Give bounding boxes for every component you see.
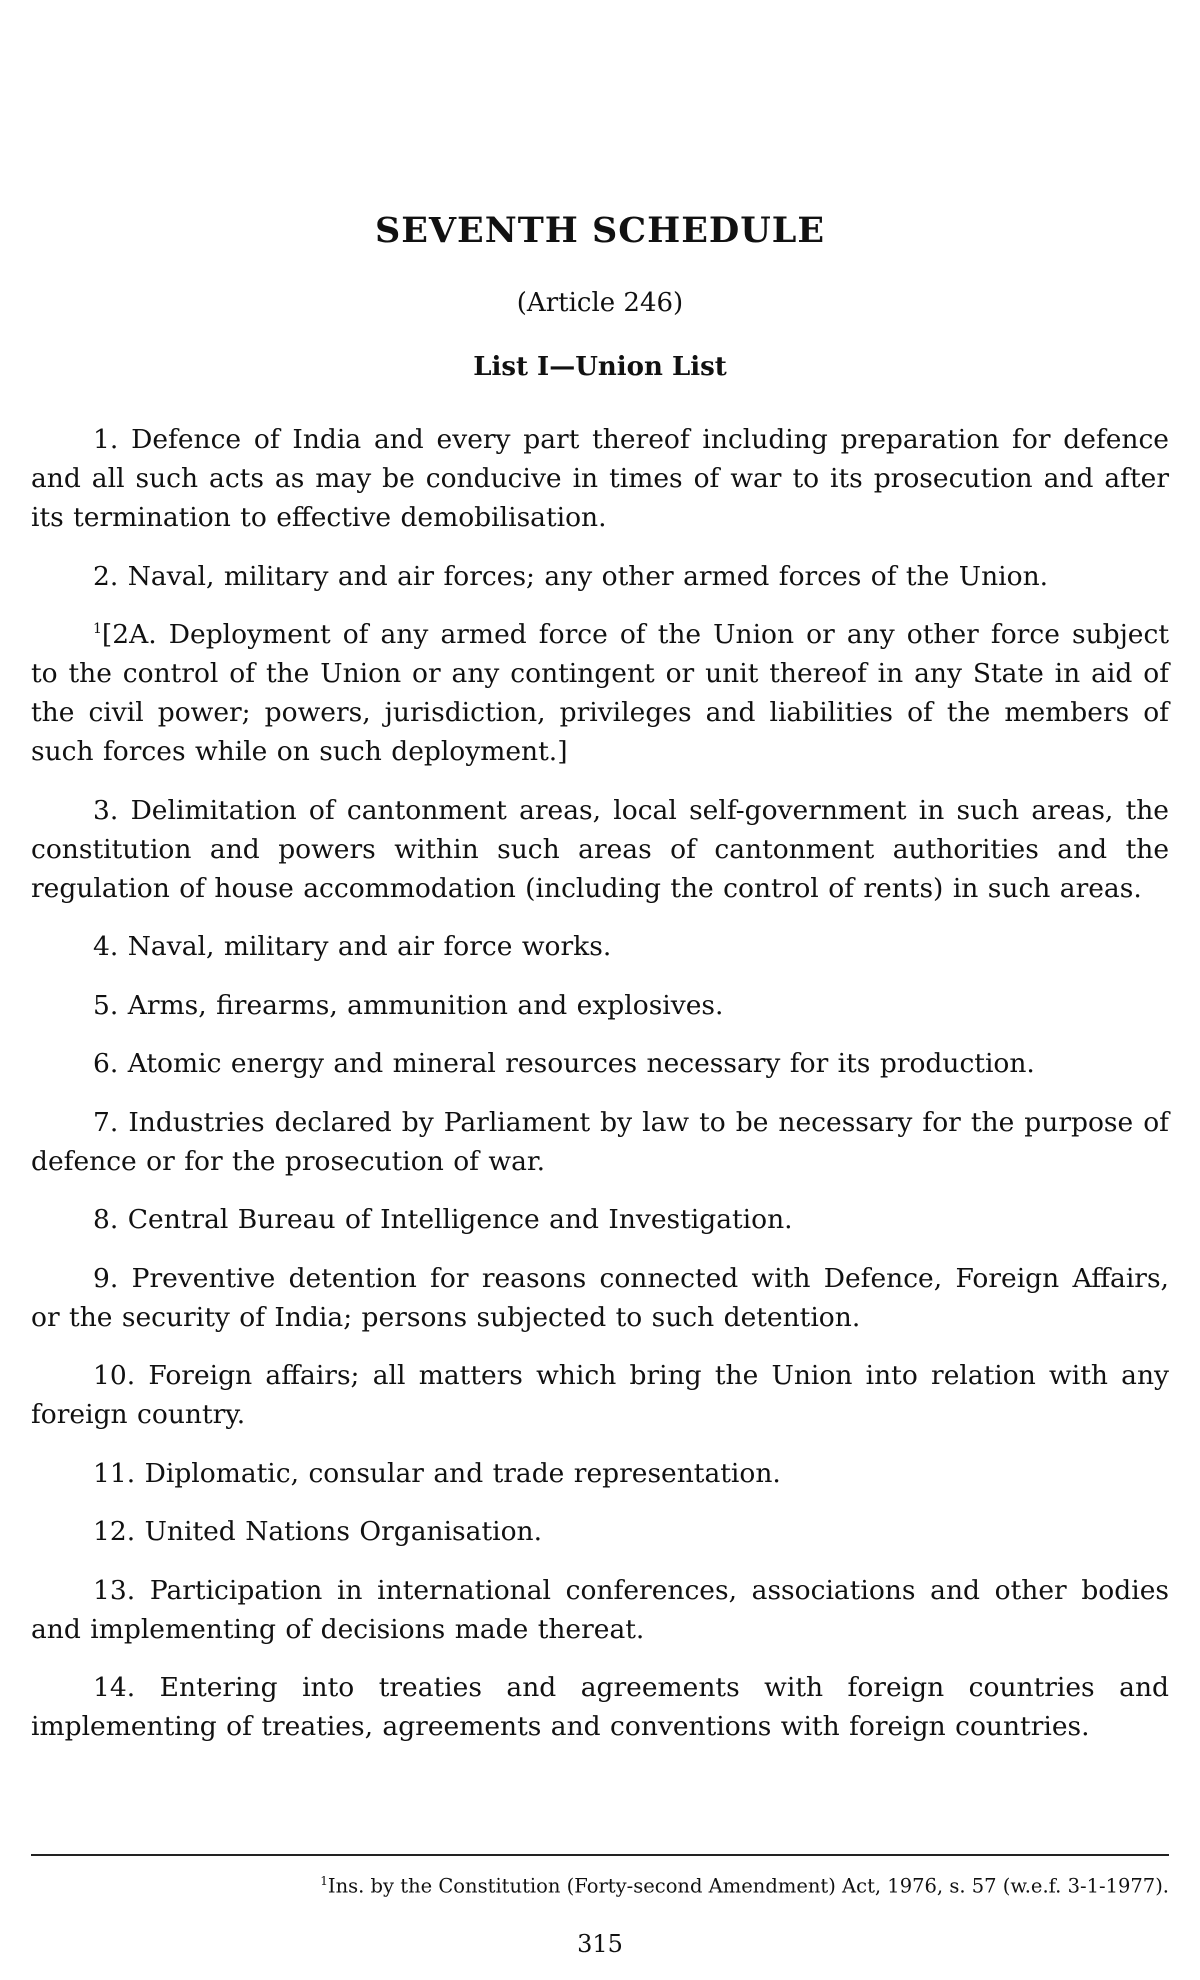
entry-number: 3. (93, 794, 119, 826)
entry-text: Naval, military and air forces; any other armed forces of the Union. (127, 560, 1049, 592)
entry-number: 9. (93, 1262, 119, 1294)
entry-text: Central Bureau of Intelligence and Investigation. (127, 1204, 793, 1235)
document-page (31, 0, 1169, 1980)
entry-number: 12. (93, 1516, 136, 1547)
entry-number: 2. (93, 560, 119, 592)
entry-text: Naval, military and air force works. (127, 931, 612, 962)
entry-text: Defence of India and every part thereof including preparation for defence and all such acts as may be conducive in times of war to its prosecution and after its termination to effective demobilisation. (31, 424, 1169, 533)
entry-list (31, 420, 1169, 1766)
list-entry (31, 1454, 1169, 1493)
entry-text: Entering into treaties and agreements with foreign countries and implementing of treaties, agreements and conventions with foreign countries. (31, 1672, 1169, 1742)
entry-text: Preventive detention for reasons connected with Defence, Foreign Affairs, or the security of India; persons subjected to such detention. (31, 1262, 1169, 1333)
footnote-divider (31, 1854, 1169, 1856)
list-entry (31, 1668, 1169, 1746)
entry-number: [2A. (101, 619, 157, 650)
article-reference: (Article 246) (516, 288, 684, 318)
entry-number: 11. (93, 1457, 136, 1489)
schedule-title: SEVENTH SCHEDULE (374, 210, 826, 251)
entry-footnote-marker: 1 (93, 621, 102, 638)
list-entry (31, 615, 1169, 771)
list-entry (31, 1512, 1169, 1551)
entry-number: 4. (93, 931, 119, 962)
entry-text: Deployment of any armed force of the Union or any other force subject to the control of the Union or any contingent or unit thereof in any State in aid of the civil power; powers, jurisdiction, privileges and liabilities of the members of such forces while on such deployment.] (31, 619, 1169, 767)
list-entry (31, 420, 1169, 537)
list-entry (31, 1259, 1169, 1337)
entry-text: United Nations Organisation. (144, 1516, 543, 1547)
list-entry (31, 1103, 1169, 1181)
footnote-marker: 1 (320, 1874, 328, 1888)
list-entry (31, 1356, 1169, 1434)
entry-text: Atomic energy and mineral resources necessary for its production. (127, 1048, 1035, 1079)
list-entry (31, 557, 1169, 596)
entry-text: Delimitation of cantonment areas, local self-government in such areas, the constitution and powers within such areas of cantonment authorities and the regulation of house accommodation (including the control of rents) in such areas. (31, 794, 1169, 904)
entry-number: 5. (93, 989, 119, 1021)
entry-number: 10. (93, 1360, 136, 1391)
entry-number: 13. (93, 1574, 136, 1606)
list-entry (31, 791, 1169, 908)
entry-text: Foreign affairs; all matters which bring the Union into relation with any foreign country. (31, 1360, 1169, 1430)
entry-number: 8. (93, 1204, 119, 1235)
list-entry (31, 1571, 1169, 1649)
page-number: 315 (577, 1930, 623, 1958)
entry-number: 1. (93, 424, 119, 455)
entry-number: 7. (93, 1106, 119, 1138)
entry-number: 14. (93, 1672, 136, 1703)
list-entry (31, 986, 1169, 1025)
entry-text: Diplomatic, consular and trade representation. (144, 1457, 781, 1489)
footnote (31, 1874, 1169, 1898)
entry-text: Industries declared by Parliament by law to be necessary for the purpose of defence or for the prosecution of war. (31, 1106, 1169, 1177)
list-entry (31, 1044, 1169, 1083)
footnote-text: Ins. by the Constitution (Forty-second Amendment) Act, 1976, s. 57 (w.e.f. 3-1-1977). (327, 1874, 1169, 1898)
list-entry (31, 927, 1169, 966)
entry-text: Participation in international conferences, associations and other bodies and implementing of decisions made thereat. (31, 1574, 1169, 1645)
entry-text: Arms, firearms, ammunition and explosives. (127, 989, 724, 1021)
list-entry (31, 1200, 1169, 1239)
entry-number: 6. (93, 1048, 119, 1079)
list-heading: List I—Union List (473, 352, 727, 382)
